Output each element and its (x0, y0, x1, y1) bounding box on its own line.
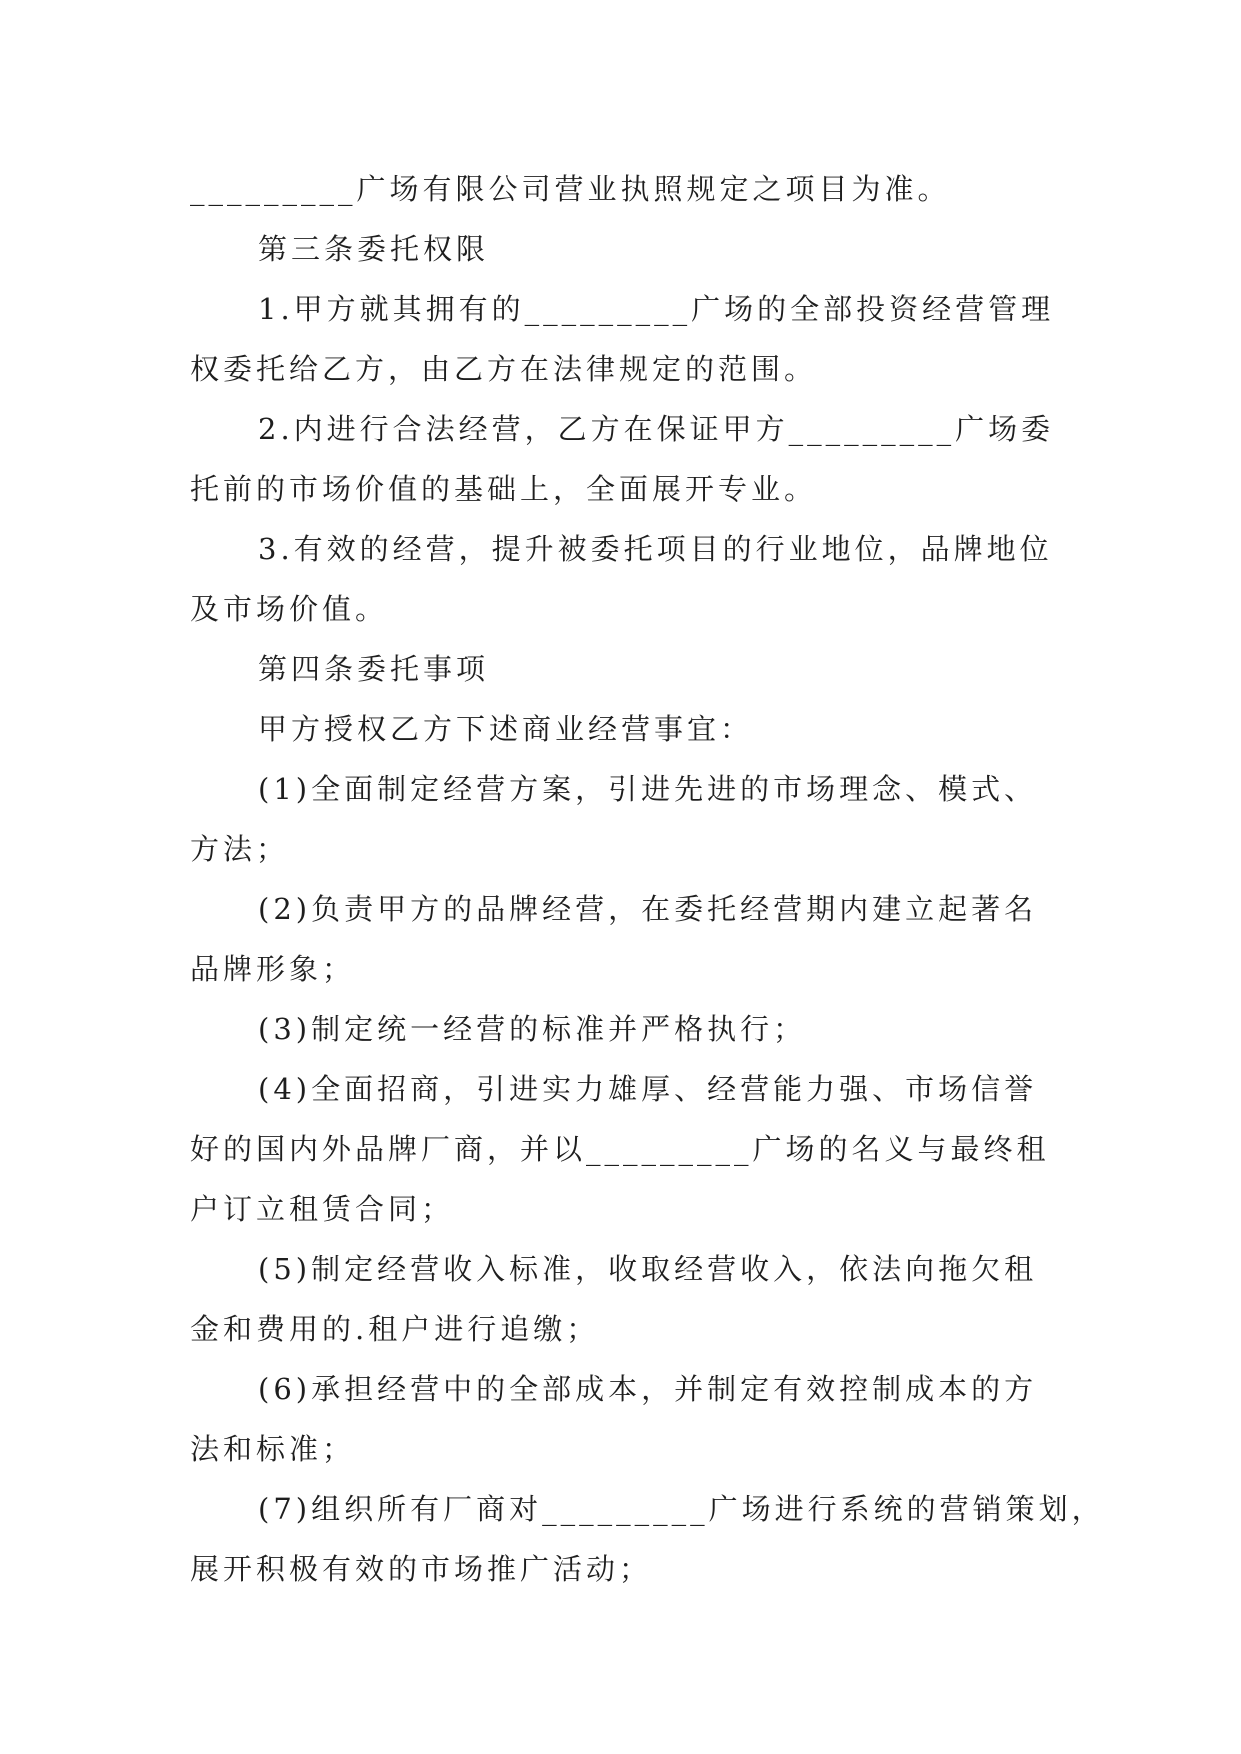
text-line: 及市场价值。 (190, 592, 389, 626)
text-line: (3)制定统一经营的标准并严格执行； (258, 1012, 807, 1046)
text-line: 法和标准； (190, 1432, 356, 1466)
text-line: 3.有效的经营，提升被委托项目的行业地位，品牌地位 (258, 532, 1053, 566)
text-line: 方法； (190, 832, 290, 866)
section-heading: 第三条委托权限 (258, 232, 490, 266)
text-line: 展开积极有效的市场推广活动； (190, 1552, 653, 1586)
text-line: 品牌形象； (190, 952, 356, 986)
text-line: 好的国内外品牌厂商，并以_________广场的名义与最终租 (190, 1132, 1050, 1166)
text-line: 甲方授权乙方下述商业经营事宜： (258, 712, 754, 746)
text-line: (5)制定经营收入标准，收取经营收入，依法向拖欠租 (258, 1252, 1038, 1286)
text-line: 金和费用的.租户进行追缴； (190, 1312, 600, 1346)
document-body (190, 159, 1105, 1599)
text-line: (6)承担经营中的全部成本，并制定有效控制成本的方 (258, 1372, 1038, 1406)
section-heading: 第四条委托事项 (258, 652, 490, 686)
text-line: 权委托给乙方，由乙方在法律规定的范围。 (190, 352, 818, 386)
text-line: 2.内进行合法经营，乙方在保证甲方_________广场委 (258, 412, 1055, 446)
text-line: 户订立租赁合同； (190, 1192, 455, 1226)
text-line: 托前的市场价值的基础上，全面展开专业。 (190, 472, 818, 506)
text-line: (2)负责甲方的品牌经营，在委托经营期内建立起著名 (258, 892, 1038, 926)
text-line: (7)组织所有厂商对_________广场进行系统的营销策划， (258, 1492, 1105, 1526)
text-line: (1)全面制定经营方案，引进先进的市场理念、模式、 (258, 772, 1038, 806)
text-line: 1.甲方就其拥有的_________广场的全部投资经营管理 (258, 292, 1055, 326)
text-line: (4)全面招商，引进实力雄厚、经营能力强、市场信誉 (258, 1072, 1038, 1106)
text-line: _________广场有限公司营业执照规定之项目为准。 (190, 172, 951, 206)
